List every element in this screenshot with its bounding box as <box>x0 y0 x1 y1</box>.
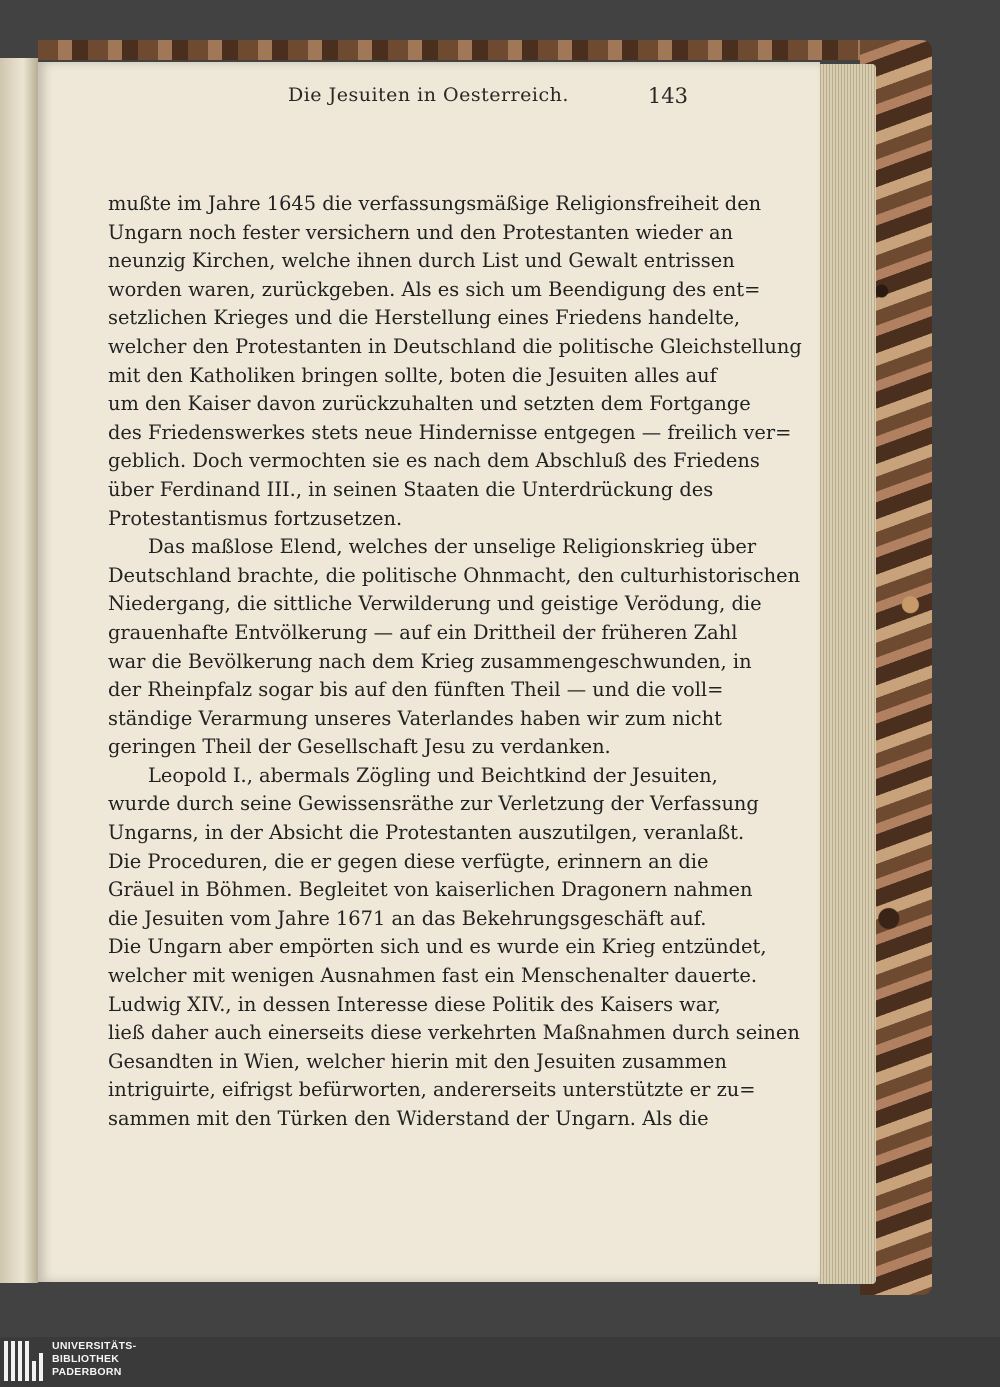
library-footer <box>0 1337 1000 1387</box>
page-edges <box>818 64 876 1284</box>
text-line: welcher mit wenigen Ausnahmen fast ein Menschenalter dauerte. <box>108 964 758 988</box>
text-line: Deutschland brachte, die politische Ohnmacht, den culturhistorischen <box>108 563 801 587</box>
text-line: welcher den Protestanten in Deutschland die politische Gleichstellung <box>108 334 802 358</box>
logo-line: PADERBORN <box>52 1366 122 1378</box>
text-line: Ungarns, in der Absicht die Protestanten auszutilgen, veranlaßt. <box>108 821 745 845</box>
text-line: ständige Verarmung unseres Vaterlandes haben wir zum nicht <box>108 706 722 730</box>
text-line: Ludwig XIV., in dessen Interesse diese Politik des Kaisers war, <box>108 992 721 1016</box>
facing-page-edge <box>0 58 38 1283</box>
running-head <box>250 84 688 108</box>
text-line: grauenhafte Entvölkerung — auf ein Drittheil der früheren Zahl <box>108 620 738 644</box>
text-line: geringen Theil der Gesellschaft Jesu zu verdanken. <box>108 735 611 759</box>
text-line: mit den Katholiken bringen sollte, boten die Jesuiten alles auf <box>108 363 717 387</box>
text-line: mußte im Jahre 1645 die verfassungsmäßige Religionsfreiheit den <box>108 192 762 215</box>
body-text <box>108 190 802 1134</box>
text-line: Leopold I., abermals Zögling und Beichtkind der Jesuiten, <box>148 763 718 787</box>
text-line: worden waren, zurückgeben. Als es sich um Beendigung des ent= <box>108 277 761 301</box>
text-line: neunzig Kirchen, welche ihnen durch List und Gewalt entrissen <box>108 249 735 273</box>
text-line: setzlichen Krieges und die Herstellung eines Friedens handelte, <box>108 306 741 330</box>
text-line: über Ferdinand III., in seinen Staaten die Unterdrückung des <box>108 477 714 501</box>
book-cover-top-edge <box>38 40 898 60</box>
text-line: des Friedenswerkes stets neue Hindernisse entgegen — freilich ver= <box>108 420 792 444</box>
text-line: der Rheinpfalz sogar bis auf den fünften Theil — und die voll= <box>108 678 724 702</box>
text-line: Niedergang, die sittliche Verwilderung und geistige Verödung, die <box>108 592 762 616</box>
text-line: geblich. Doch vermochten sie es nach dem Abschluß des Friedens <box>108 449 760 473</box>
text-line: Die Proceduren, die er gegen diese verfügte, erinnern an die <box>108 849 709 873</box>
text-line: intriguirte, eifrigst befürworten, andererseits unterstützte er zu= <box>108 1078 756 1102</box>
text-line: ließ daher auch einerseits diese verkehrten Maßnahmen durch seinen <box>108 1021 800 1045</box>
library-logo-icon <box>4 1341 46 1381</box>
logo-line: UNIVERSITÄTS- <box>52 1340 137 1352</box>
text-line: die Jesuiten vom Jahre 1671 an das Bekehrungsgeschäft auf. <box>108 906 707 930</box>
library-logo-text <box>52 1340 136 1379</box>
text-line: Protestantismus fortzusetzen. <box>108 506 403 530</box>
text-line: wurde durch seine Gewissensräthe zur Verletzung der Verfassung <box>108 792 759 816</box>
text-line: war die Bevölkerung nach dem Krieg zusammengeschwunden, in <box>108 649 752 673</box>
text-line: Gräuel in Böhmen. Begleitet von kaiserlichen Dragonern nahmen <box>108 878 753 902</box>
logo-line: BIBLIOTHEK <box>52 1353 120 1365</box>
page-number: 143 <box>647 84 688 108</box>
text-line: Gesandten in Wien, welcher hierin mit den Jesuiten zusammen <box>108 1049 727 1073</box>
text-line: Ungarn noch fester versichern und den Protestanten wieder an <box>108 220 734 244</box>
text-line: um den Kaiser davon zurückzuhalten und setzten dem Fortgange <box>108 392 751 416</box>
text-line: sammen mit den Türken den Widerstand der Ungarn. Als die <box>108 1107 709 1130</box>
text-line: Die Ungarn aber empörten sich und es wurde ein Krieg entzündet, <box>108 935 767 959</box>
running-title: Die Jesuiten in Oesterreich. <box>288 84 569 106</box>
text-line: Das maßlose Elend, welches der unselige Religionskrieg über <box>148 535 757 559</box>
